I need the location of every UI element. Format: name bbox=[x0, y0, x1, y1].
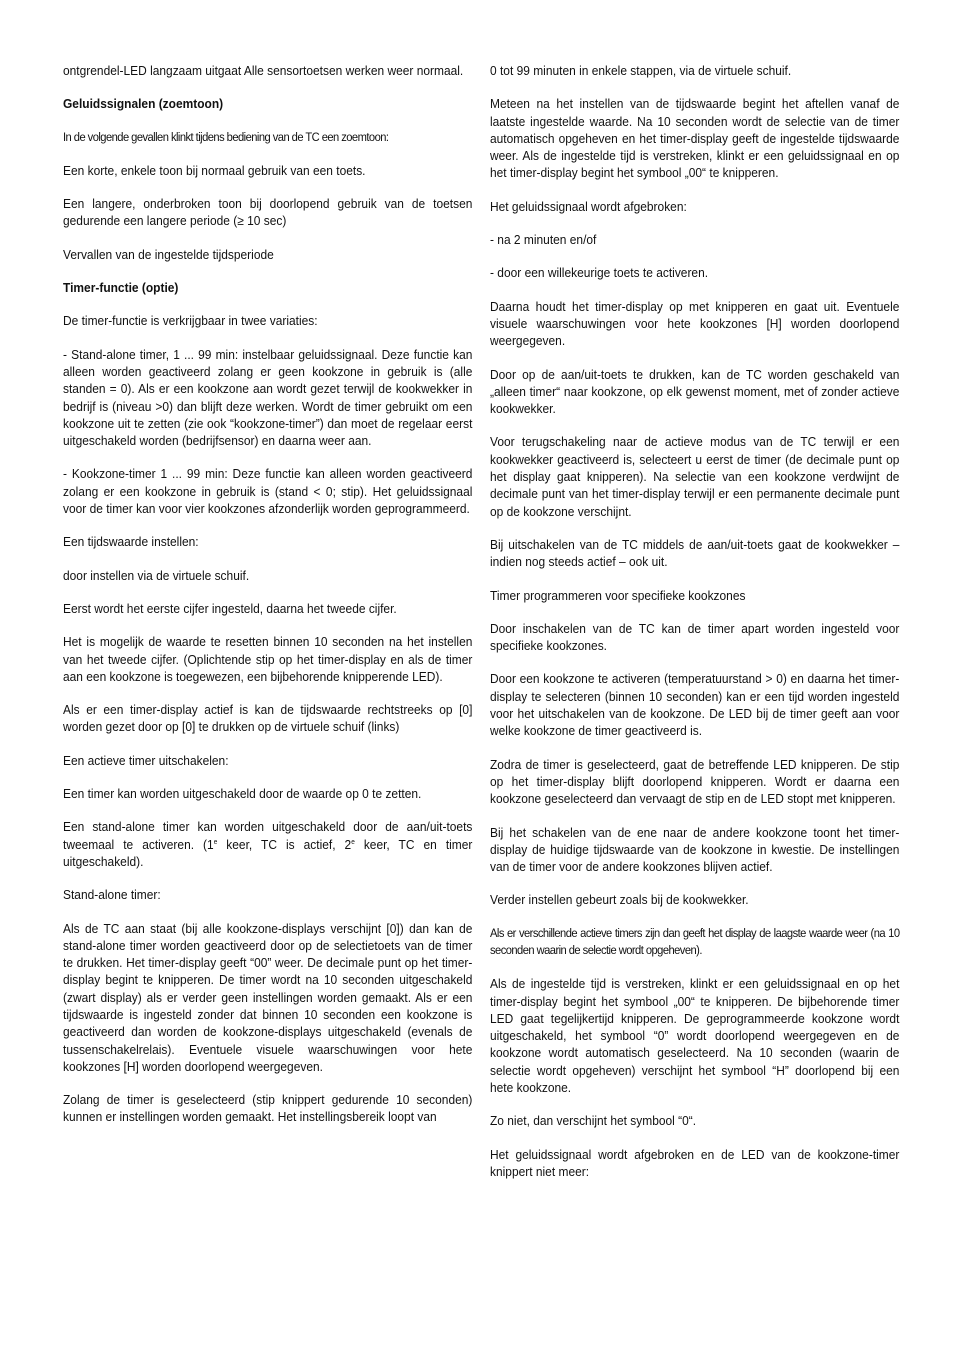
paragraph: In de volgende gevallen klinkt tijdens bediening van de TC een zoemtoon: bbox=[63, 129, 389, 144]
text-run: Een stand-alone timer kan worden uitgeschakeld door de aan/uit-toets tweemaal te activeren. (1 bbox=[63, 819, 473, 852]
paragraph: Als de TC aan staat (bij alle kookzone-displays verschijnt [0]) dan kan de stand-alone timer worden geactiveerd door op de selectietoets van de timer te drukken. Het timer-display geeft “00” weer. De decimale punt op het timer-display begint te knipperen. De timer wordt na 10 seconden uitgeschakeld (zwart display) als er verder geen instellingen worden gemaakt. Als er een tijdswaarde is ingesteld zonder dat binnen 10 seconden een kookzone is geactiveerd dan worden de kookzone-displays uitgeschakeld (evenals de tussenschakelrelais). Eventuele visuele waarschuwingen voor hete kookzones [H] worden doorlopend weergegeven. bbox=[63, 920, 473, 1074]
paragraph: Het geluidssignaal wordt afgebroken en de LED van de kookzone-timer knippert niet meer: bbox=[490, 1146, 900, 1179]
paragraph: Verder instellen gebeurt zoals bij de kookwekker. bbox=[490, 892, 749, 908]
paragraph: - door een willekeurige toets te activeren. bbox=[490, 265, 709, 281]
paragraph: Het is mogelijk de waarde te resetten binnen 10 seconden na het instellen van het tweede cijfer. (Oplichtende stip op het timer-display en als de timer aan een kookzone is toegewezen, een bijbehorende knipperende LED). bbox=[63, 634, 473, 684]
paragraph: Het geluidssignaal wordt afgebroken: bbox=[490, 198, 687, 214]
paragraph: Daarna houdt het timer-display op met knipperen en gaat uit. Eventuele visuele waarschuwingen voor hete kookzones [H] worden doorlopend weergegeven. bbox=[490, 298, 900, 349]
section-heading-sound-signals: Geluidssignalen (zoemtoon) bbox=[63, 96, 224, 112]
paragraph: Als de ingestelde tijd is verstreken, klinkt er een geluidssignaal en op het timer-display begint het symbool „00“ te knipperen. De bijbehorende timer LED gaat tegelijkertijd knipperen. De geprogrammeerde kookzone wordt uitgeschakeld, het symbool “0” wordt doorlopend weergegeven en de kookzone wordt automatisch geselecteerd. Na 10 seconden (waarin de selectie wordt opgeheven) verschijnt het symbool “H” doorlopend bij een hete kookzone. bbox=[490, 976, 900, 1096]
paragraph: Zolang de timer is geselecteerd (stip knippert gedurende 10 seconden) kunnen er instellingen worden gemaakt. Het instellingsbereik loopt van bbox=[63, 1092, 473, 1125]
document-page bbox=[63, 62, 899, 1196]
paragraph-with-superscripts bbox=[63, 818, 472, 870]
paragraph: De timer-functie is verkrijgbaar in twee variaties: bbox=[63, 313, 318, 329]
paragraph: Een tijdswaarde instellen: bbox=[63, 534, 199, 550]
paragraph: Als er een timer-display actief is kan de tijdswaarde rechtstreeks op [0] worden gezet door op [0] te drukken op de virtuele schuif (links) bbox=[63, 702, 473, 735]
paragraph: - Kookzone-timer 1 ... 99 min: Deze functie kan alleen worden geactiveerd zolang er een kookzone in gebruik is (stand < 0; stip). Het geluidssignaal voor de timer kan voor vier kookzones afzonderlijk worden geprogrammeerd. bbox=[63, 466, 473, 517]
paragraph: Zodra de timer is geselecteerd, gaat de betreffende LED knipperen. De stip op het timer-display blijft doorlopend knipperen. Wordt er daarna een kookzone geselecteerd dan vervaagt de stip en de LED stopt met knipperen. bbox=[490, 756, 900, 807]
paragraph: 0 tot 99 minuten in enkele stappen, via de virtuele schuif. bbox=[490, 63, 792, 78]
paragraph: - Stand-alone timer, 1 ... 99 min: instelbaar geluidssignaal. Deze functie kan alleen worden geactiveerd zolang er geen kookzone in gebruik is (alle standen = 0). Als er een kookzone aan wordt gezet terwijl de kookwekker in bedrijf is (niveau >0) dan blijft deze werken. Wordt de timer gebruikt om een kookzone uit te zetten (zie ook “kookzone-timer”) dan moet de regelaar eerst uitgeschakeld worden (bedrijfsensor) en daarna weer aan. bbox=[63, 346, 473, 449]
text-run: keer, TC en timer uitgeschakeld). bbox=[63, 836, 473, 869]
paragraph: Een actieve timer uitschakelen: bbox=[63, 752, 229, 768]
superscript: e bbox=[351, 838, 355, 846]
paragraph: Vervallen van de ingestelde tijdsperiode bbox=[63, 246, 274, 262]
text-run: keer, TC is actief, 2 bbox=[217, 836, 352, 852]
paragraph: Bij uitschakelen van de TC middels de aan/uit-toets gaat de kookwekker – indien nog steeds actief – ook uit. bbox=[490, 536, 900, 570]
paragraph: - na 2 minuten en/of bbox=[490, 232, 597, 248]
paragraph: Meteen na het instellen van de tijdswaarde begint het aftellen vanaf de laatste ingestelde waarde. Na 10 seconden wordt de selectie van de timer automatisch opgeheven en het timer-display geeft de ingestelde tijdswaarde weer. Als de ingestelde tijd is verstreken, klinkt er een geluidssignaal en op het timer-display begint het symbool „00“ te knipperen. bbox=[490, 96, 900, 181]
right-column bbox=[490, 62, 899, 1196]
paragraph: Zo niet, dan verschijnt het symbool “0“. bbox=[490, 1113, 697, 1129]
paragraph: Voor terugschakeling naar de actieve modus van de TC terwijl er een kookwekker geactiveerd is, selecteert u eerst de timer (de decimale punt op het display gaat knipperen). Na selectie van een kookzone verdwijnt de decimale punt van het timer-display terwijl er een permanente decimale punt op de kookzone verschijnt. bbox=[490, 434, 900, 519]
paragraph: Een langere, onderbroken toon bij doorlopend gebruik van de toetsen gedurende een langere periode (≥ 10 sec) bbox=[63, 196, 473, 229]
paragraph: Stand-alone timer: bbox=[63, 887, 161, 903]
paragraph: door instellen via de virtuele schuif. bbox=[63, 567, 250, 583]
paragraph: Door inschakelen van de TC kan de timer apart worden ingesteld voor specifieke kookzones. bbox=[490, 620, 900, 654]
paragraph: Eerst wordt het eerste cijfer ingesteld, daarna het tweede cijfer. bbox=[63, 600, 397, 616]
paragraph: Door op de aan/uit-toets te drukken, kan de TC worden geschakeld van „alleen timer“ naar kookzone, op elk gewenst moment, met of zonder actieve kookwekker. bbox=[490, 366, 900, 417]
paragraph: ontgrendel-LED langzaam uitgaat Alle sensortoetsen werken weer normaal. bbox=[63, 63, 464, 78]
paragraph: Bij het schakelen van de ene naar de andere kookzone toont het timer-display de huidige tijdswaarde van de kookzone in kwestie. De instellingen van de timer voor de andere kookzones blijven actief. bbox=[490, 824, 900, 875]
superscript: e bbox=[213, 838, 218, 846]
section-heading-timer-function: Timer-functie (optie) bbox=[63, 280, 179, 296]
paragraph: Een korte, enkele toon bij normaal gebruik van een toets. bbox=[63, 162, 366, 178]
paragraph: Een timer kan worden uitgeschakeld door de waarde op 0 te zetten. bbox=[63, 786, 422, 802]
paragraph: Door een kookzone te activeren (temperatuurstand > 0) en daarna het timer-display te selecteren (binnen 10 seconden) kan er een tijd worden ingesteld voor het uitschakelen van de kookzone. De LED bij de timer geeft aan voor welke kookzone de timer geactiveerd is. bbox=[490, 671, 900, 739]
paragraph: Als er verschillende actieve timers zijn dan geeft het display de laagste waarde weer (na 10 seconden waarin de selectie wordt opgeheven). bbox=[490, 925, 900, 957]
left-column bbox=[63, 62, 472, 1196]
paragraph: Timer programmeren voor specifieke kookzones bbox=[490, 587, 746, 603]
